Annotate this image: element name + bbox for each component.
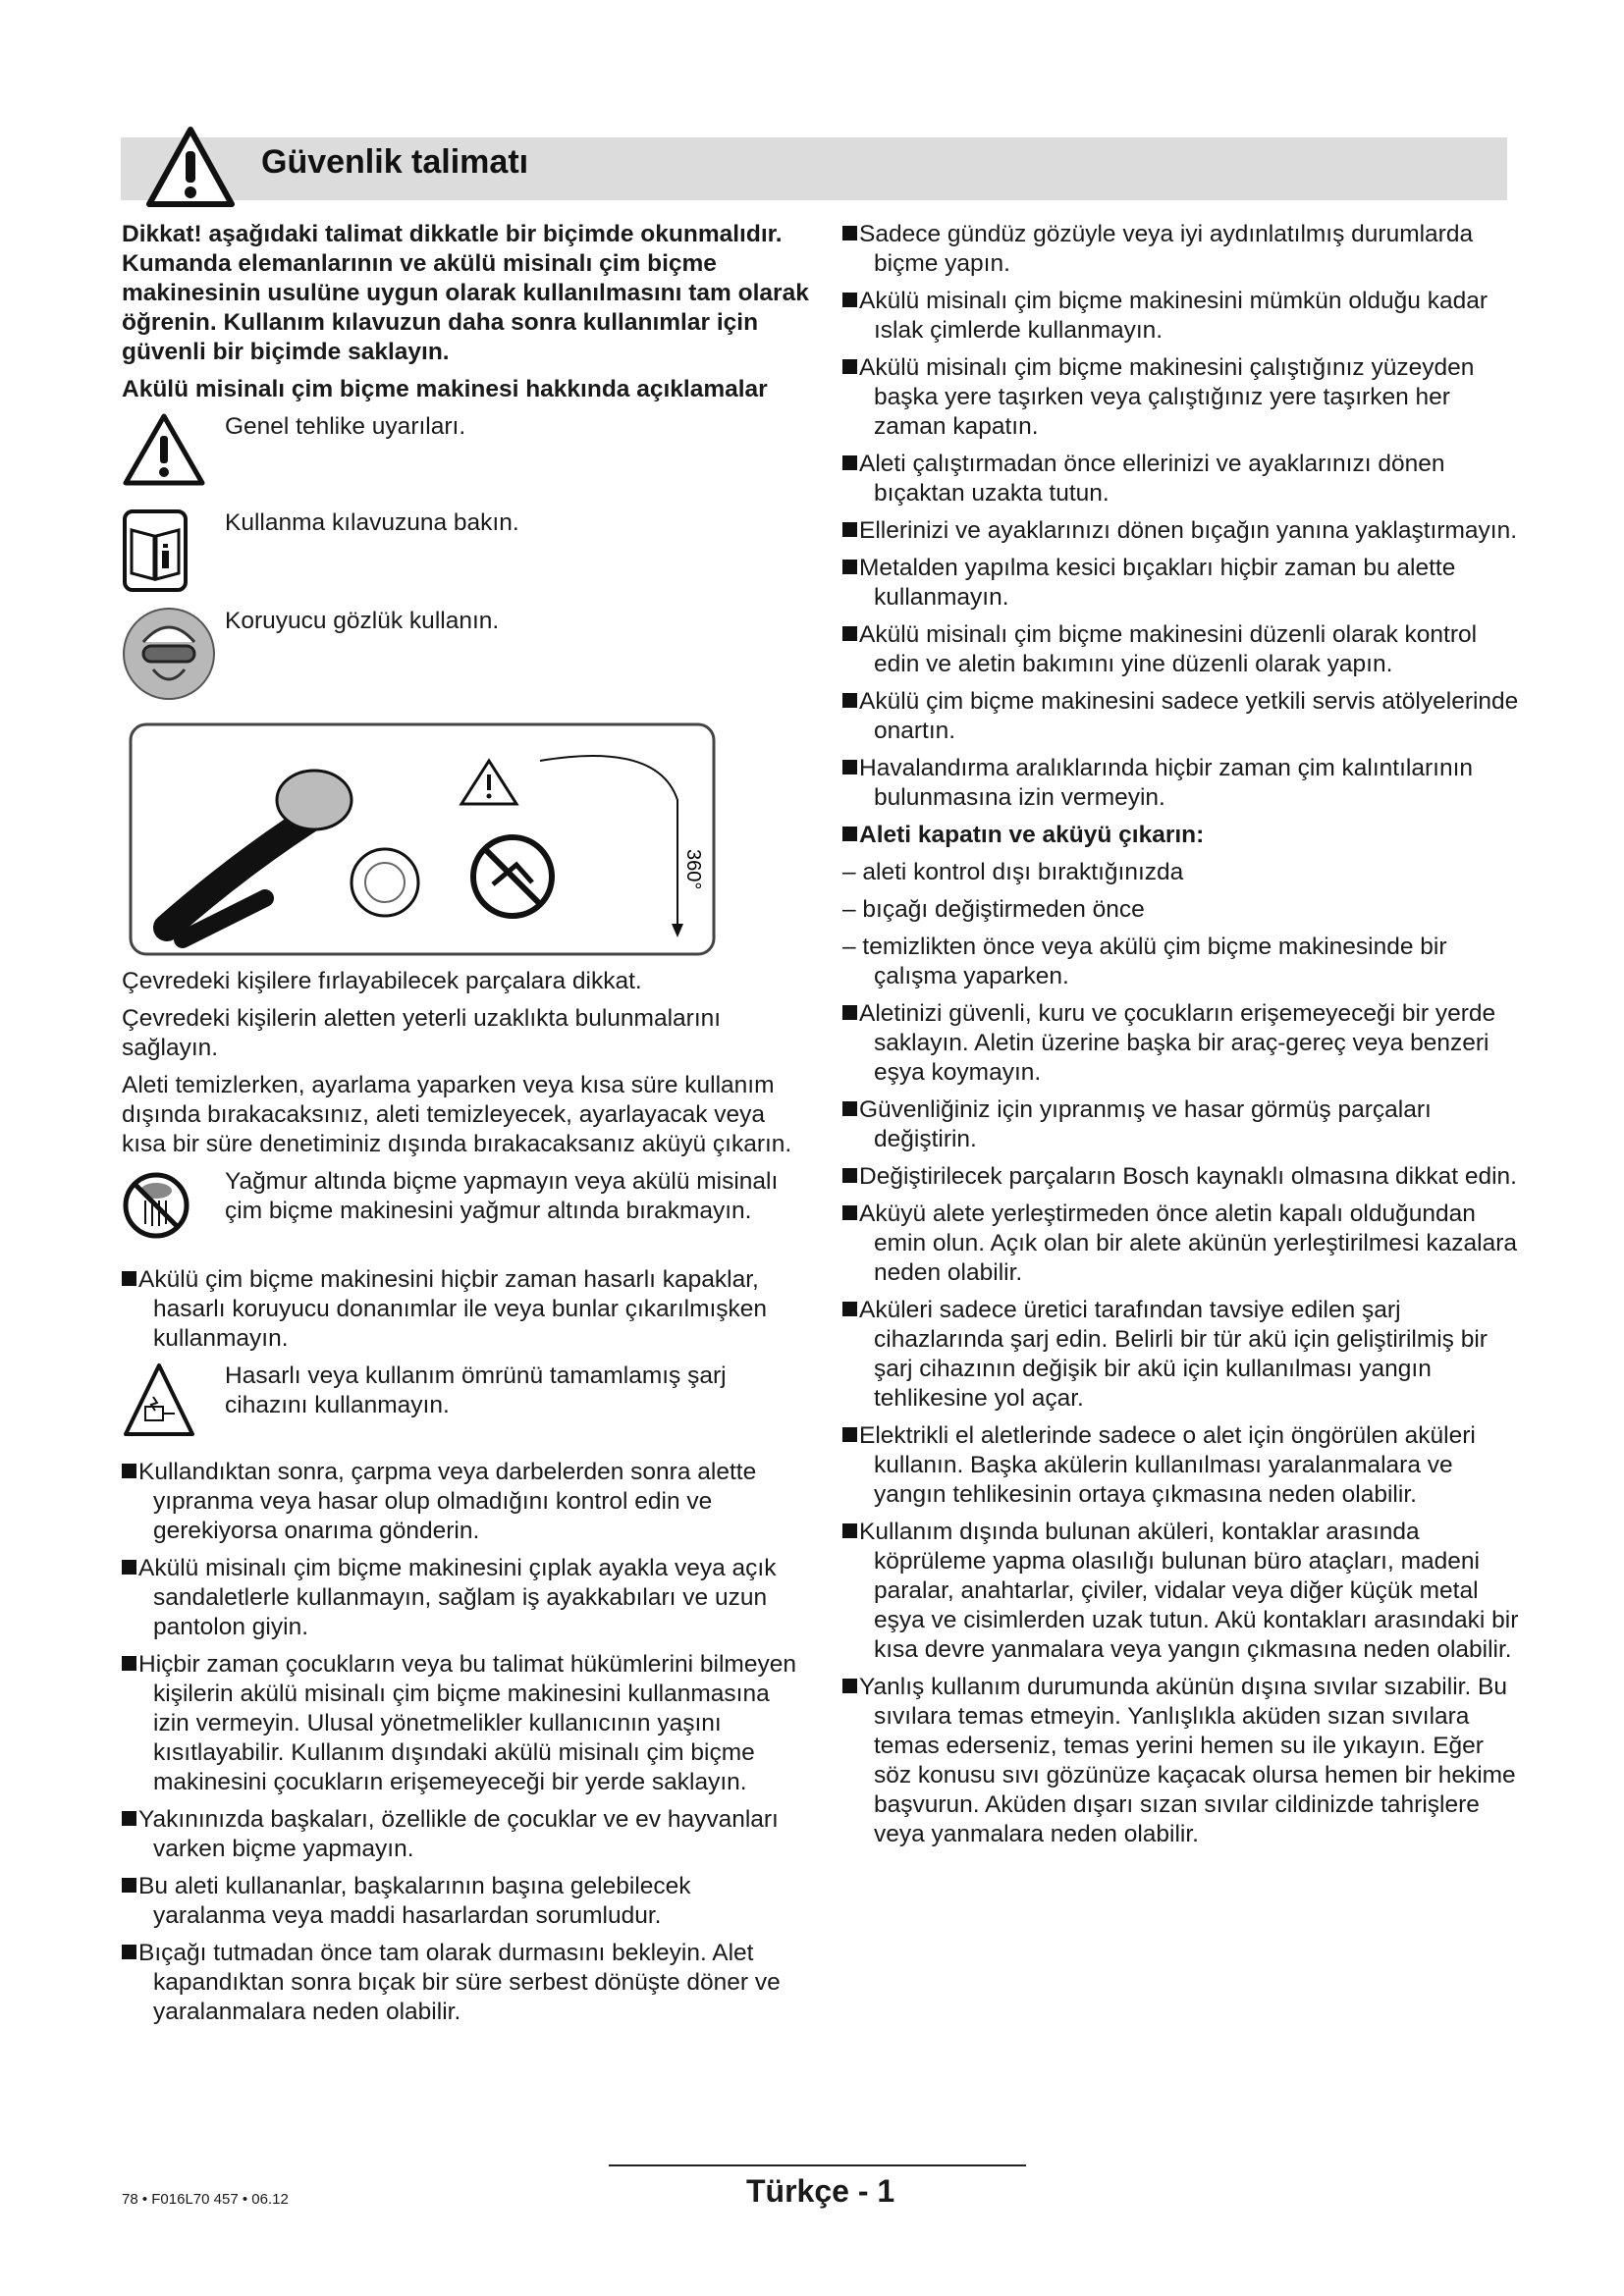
footer-divider <box>609 2164 1026 2166</box>
bullet-item: Aküleri sadece üretici tarafından tavsiye edilen şarj cihazlarında şarj edin. Belirli bir tür akü için geliştirilmiş bir şarj cihazının değişik bir akü için kullanılması yangın tehlikesine yol açar. <box>842 1296 1520 1414</box>
icon-label: Yağmur altında biçme yapmayın veya akülü misinalı çim biçme makinesini yağmur altında bırakmayın. <box>225 1168 779 1224</box>
dash-item: – temizlikten önce veya akülü çim biçme makinesinde bir çalışma yaparken. <box>842 934 1447 989</box>
bullet-item: Akülü misinalı çim biçme makinesini çalıştığınız yüzeyden başka yere taşırken veya çalıştığınız yere taşırken her zaman kapatın. <box>842 353 1520 442</box>
warning-triangle-icon <box>145 126 236 208</box>
bullet-item: Aletinizi güvenli, kuru ve çocukların erişemeyeceği bir yerde saklayın. Aletin üzerine başka bir araç-gereç veya benzeri eşya koymayın. <box>842 999 1520 1088</box>
bullet-item: Bu aleti kullananlar, başkalarının başına gelebilecek yaralanma veya maddi hasarlardan sorumludur. <box>122 1872 809 1931</box>
section-subheading: Akülü misinalı çim biçme makinesi hakkında açıklamalar <box>122 376 768 402</box>
bullet-item: Güvenliğiniz için yıpranmış ve hasar görmüş parçaları değiştirin. <box>842 1095 1520 1154</box>
icon-label: Hasarlı veya kullanım ömrünü tamamlamış şarj cihazını kullanmayın. <box>225 1362 727 1418</box>
paragraph: Çevredeki kişilere fırlayabilecek parçalara dikkat. <box>122 968 642 994</box>
bullet-item: Elektrikli el aletlerinde sadece o alet için öngörülen aküleri kullanın. Başka akülerin kullanılması yaralanmalara ve yangın tehlikesinin ortaya çıkmasına neden olabilir. <box>842 1421 1520 1510</box>
bullet-item: Aleti çalıştırmadan önce ellerinizi ve ayaklarınızı dönen bıçaktan uzakta tutun. <box>842 450 1520 508</box>
hazard-diagram <box>128 721 717 957</box>
bullet-item: Akülü misinalı çim biçme makinesini düzenli olarak kontrol edin ve aletin bakımını yine düzenli olarak yapın. <box>842 620 1520 679</box>
bullet-item: Akülü çim biçme makinesini sadece yetkili servis atölyelerinde onartın. <box>842 687 1520 746</box>
icon-label: Kullanma kılavuzuna bakın. <box>225 509 519 536</box>
no-rain-icon <box>122 1171 190 1240</box>
rotation-label: 360° <box>682 849 704 890</box>
icon-row-goggles <box>122 607 809 710</box>
page-title: Güvenlik talimatı <box>261 143 529 181</box>
damaged-charger-warning-icon <box>122 1362 196 1440</box>
bullet-item: Yakınınızda başkaları, özellikle de çocuklar ve ev hayvanları varken biçme yapmayın. <box>122 1805 809 1864</box>
bullet-item: Akülü çim biçme makinesini hiçbir zaman hasarlı kapaklar, hasarlı koruyucu donanımlar ile veya bunlar çıkarılmışken kullanmayın. <box>122 1265 809 1354</box>
bullet-item: Hiçbir zaman çocukların veya bu talimat hükümlerini bilmeyen kişilerin akülü misinalı çim biçme makinesini kullanmasına izin vermeyin. Ulusal yönetmelikler kullanıcının yaşını kısıtlayabilir. Kullanım dışındaki akülü misinalı çim biçme makinesini çocukların erişemeyeceği bir yerde saklayın. <box>122 1650 809 1797</box>
bullet-item: Aküyü alete yerleştirmeden önce aletin kapalı olduğundan emin olun. Açık olan bir alete akünün yerleştirilmesi kazalara neden olabilir. <box>842 1200 1520 1288</box>
bullet-item: Yanlış kullanım durumunda akünün dışına sıvılar sızabilir. Bu sıvılara temas etmeyin. Yanlışlıkla aküden sızan sıvılara temas ederseniz, temas yerini hemen su ile yıkayın. Eğer söz konusu sıvı gözünüze kaçacak olursa hemen bir hekime başvurun. Aküden dışarı sızan sıvılar cildinizde tahrişlere veya yanmalara neden olabilir. <box>842 1673 1520 1849</box>
bullet-item: Akülü misinalı çim biçme makinesini mümkün olduğu kadar ıslak çimlerde kullanmayın. <box>842 287 1520 346</box>
bullet-item: Kullandıktan sonra, çarpma veya darbelerden sonra alette yıpranma veya hasar olup olmadığını kontrol edin ve gerekiyorsa onarıma gönderin. <box>122 1458 809 1546</box>
right-column <box>842 220 1520 1857</box>
bullet-item: Değiştirilecek parçaların Bosch kaynaklı olmasına dikkat edin. <box>842 1162 1520 1192</box>
bullet-item: Ellerinizi ve ayaklarınızı dönen bıçağın yanına yaklaştırmayın. <box>842 516 1520 546</box>
intro-paragraph: Dikkat! aşağıdaki talimat dikkatle bir biçimde okunmalıdır. Kumanda elemanlarının ve akülü misinalı çim biçme makinesinin usulüne uygun olarak kullanılmasını tam olarak öğrenin. Kullanım kılavuzun daha sonra kullanımlar için güvenli bir biçimde saklayın. <box>122 221 809 365</box>
icon-row-rain <box>122 1167 809 1257</box>
icon-row-charger <box>122 1362 809 1450</box>
bullet-item: Sadece gündüz gözüyle veya iyi aydınlatılmış durumlarda biçme yapın. <box>842 220 1520 279</box>
icon-row-manual <box>122 508 809 599</box>
bullet-item-heading: Aleti kapatın ve aküyü çıkarın: <box>842 821 1520 850</box>
bullet-item: Bıçağı tutmadan önce tam olarak durmasını bekleyin. Alet kapandıktan sonra bıçak bir süre serbest dönüşte döner ve yaralanmalara neden olabilir. <box>122 1939 809 2027</box>
footer-page-label: Türkçe - 1 <box>746 2173 895 2209</box>
dash-item: – bıçağı değiştirmeden önce <box>842 896 1145 923</box>
dash-item: – aleti kontrol dışı bıraktığınızda <box>842 859 1184 885</box>
left-column <box>122 220 809 2035</box>
bullet-item: Kullanım dışında bulunan aküleri, kontaklar arasında köprüleme yapma olasılığı bulunan büro ataçları, madeni paralar, anahtarlar, çiviler, vidalar veya diğer küçük metal eşya ve cisimlerden uzak tutun. Akü kontakları arasındaki bir kısa devre yanmalara veya yangın çıkmasına neden olabilir. <box>842 1518 1520 1665</box>
bullet-item: Metalden yapılma kesici bıçakları hiçbir zaman bu alette kullanmayın. <box>842 554 1520 613</box>
footer-doc-id: 78 • F016L70 457 • 06.12 <box>122 2191 289 2208</box>
warning-triangle-icon <box>122 412 206 487</box>
icon-label: Genel tehlike uyarıları. <box>225 413 466 440</box>
bullet-item: Havalandırma aralıklarında hiçbir zaman çim kalıntılarının bulunmasına izin vermeyin. <box>842 754 1520 813</box>
icon-label: Koruyucu gözlük kullanın. <box>225 608 500 634</box>
bullet-item: Akülü misinalı çim biçme makinesini çıplak ayakla veya açık sandaletlerle kullanmayın, sağlam iş ayakkabıları ve uzun pantolon giyin. <box>122 1554 809 1642</box>
paragraph: Çevredeki kişilerin aletten yeterli uzaklıkta bulunmalarını sağlayın. <box>122 1005 722 1061</box>
paragraph: Aleti temizlerken, ayarlama yaparken veya kısa süre kullanım dışında bırakacaksınız, aleti temizleyecek, ayarlayacak veya kısa bir süre denetiminiz dışında bırakacaksanız aküyü çıkarın. <box>122 1072 792 1157</box>
icon-row-general-warning <box>122 412 809 501</box>
safety-goggles-icon <box>122 607 220 705</box>
manual-book-icon <box>122 508 190 595</box>
